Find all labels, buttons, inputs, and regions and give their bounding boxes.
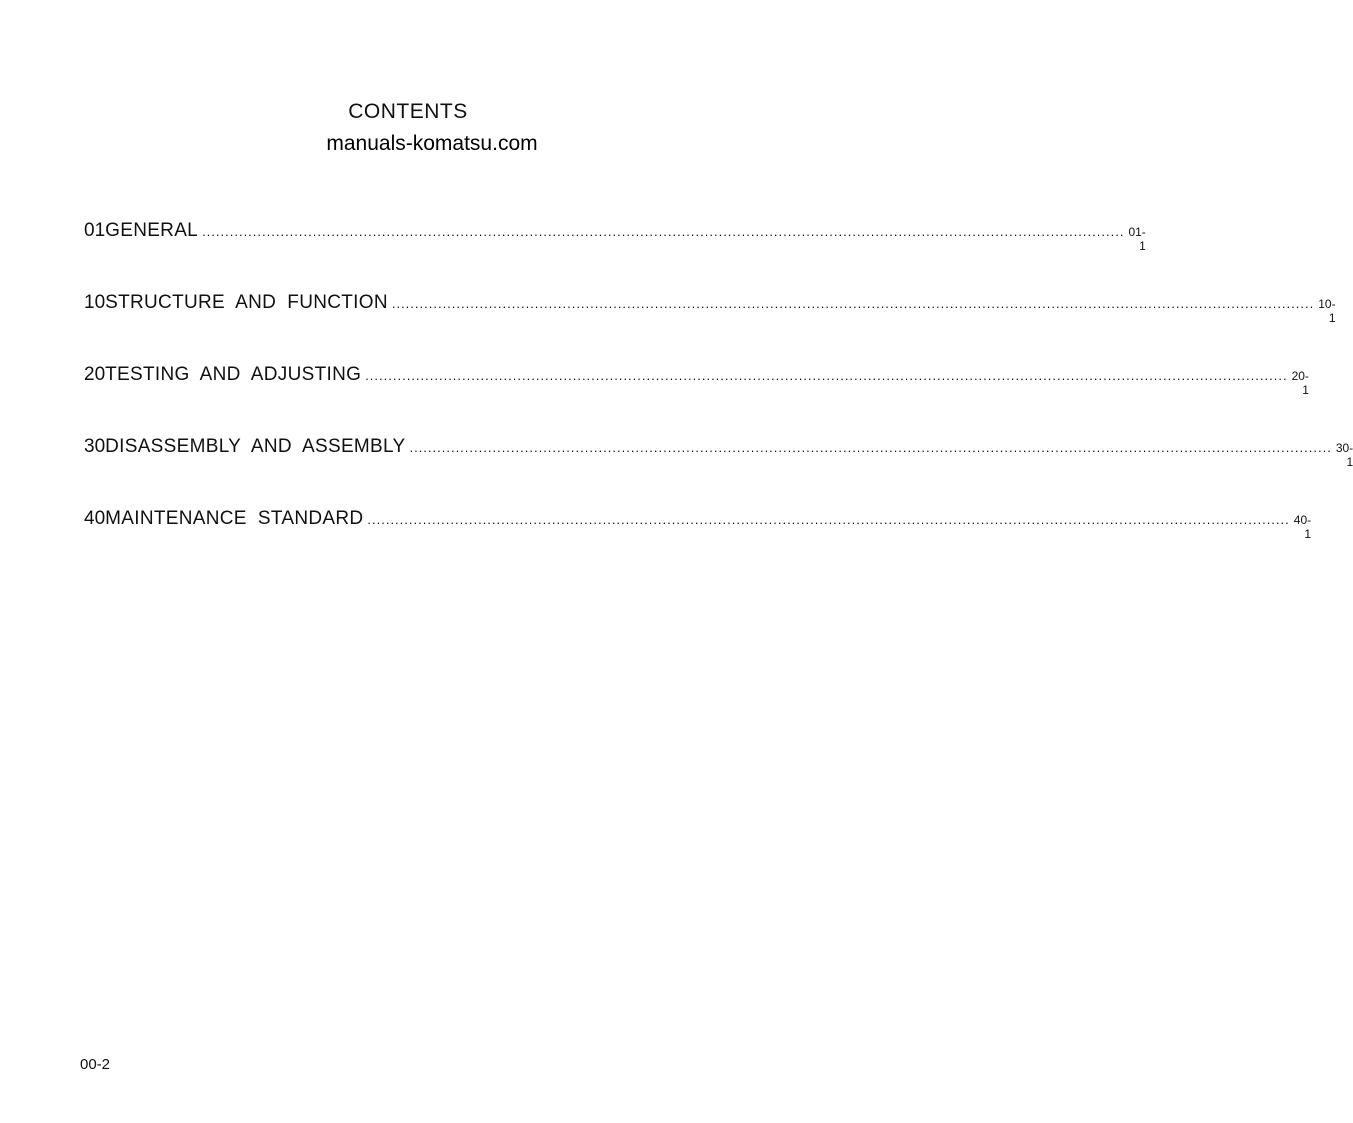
page-reference: 20-1 — [1291, 369, 1309, 397]
dot-leader: ........................................................................................................................................................................................................ — [391, 296, 1315, 311]
section-number: 40 — [84, 508, 106, 529]
section-number: 10 — [84, 292, 106, 313]
toc-entry[interactable] — [84, 292, 1336, 325]
toc-entry[interactable] — [84, 508, 1312, 541]
section-title: STRUCTURE AND FUNCTION — [105, 292, 388, 313]
dot-leader: ........................................................................................................................................................................................................ — [365, 368, 1288, 383]
section-number: 01 — [84, 220, 106, 241]
dot-leader: ........................................................................................................................................................................................................ — [202, 224, 1125, 239]
section-title: TESTING AND ADJUSTING — [105, 364, 362, 385]
watermark-text: manuals-komatsu.com — [326, 132, 538, 155]
section-title: MAINTENANCE STANDARD — [105, 508, 364, 529]
page-reference: 01-1 — [1128, 225, 1146, 253]
page-reference: 40-1 — [1293, 513, 1312, 541]
page-title — [0, 100, 793, 124]
title-text: CONTENTS — [348, 100, 468, 123]
dot-leader: ........................................................................................................................................................................................................ — [367, 512, 1290, 527]
dot-leader: ........................................................................................................................................................................................................ — [409, 440, 1332, 455]
page-number: 00-2 — [80, 1056, 111, 1073]
section-title: GENERAL — [105, 220, 199, 241]
toc-entry[interactable] — [84, 436, 1353, 469]
page-reference: 10-1 — [1318, 297, 1336, 325]
section-number: 30 — [84, 436, 106, 457]
section-title: DISASSEMBLY AND ASSEMBLY — [105, 436, 406, 457]
page-reference: 30-1 — [1335, 441, 1353, 469]
section-number: 20 — [84, 364, 106, 385]
toc-entry[interactable] — [84, 220, 1146, 253]
toc-entry[interactable] — [84, 364, 1309, 397]
watermark — [0, 132, 793, 156]
